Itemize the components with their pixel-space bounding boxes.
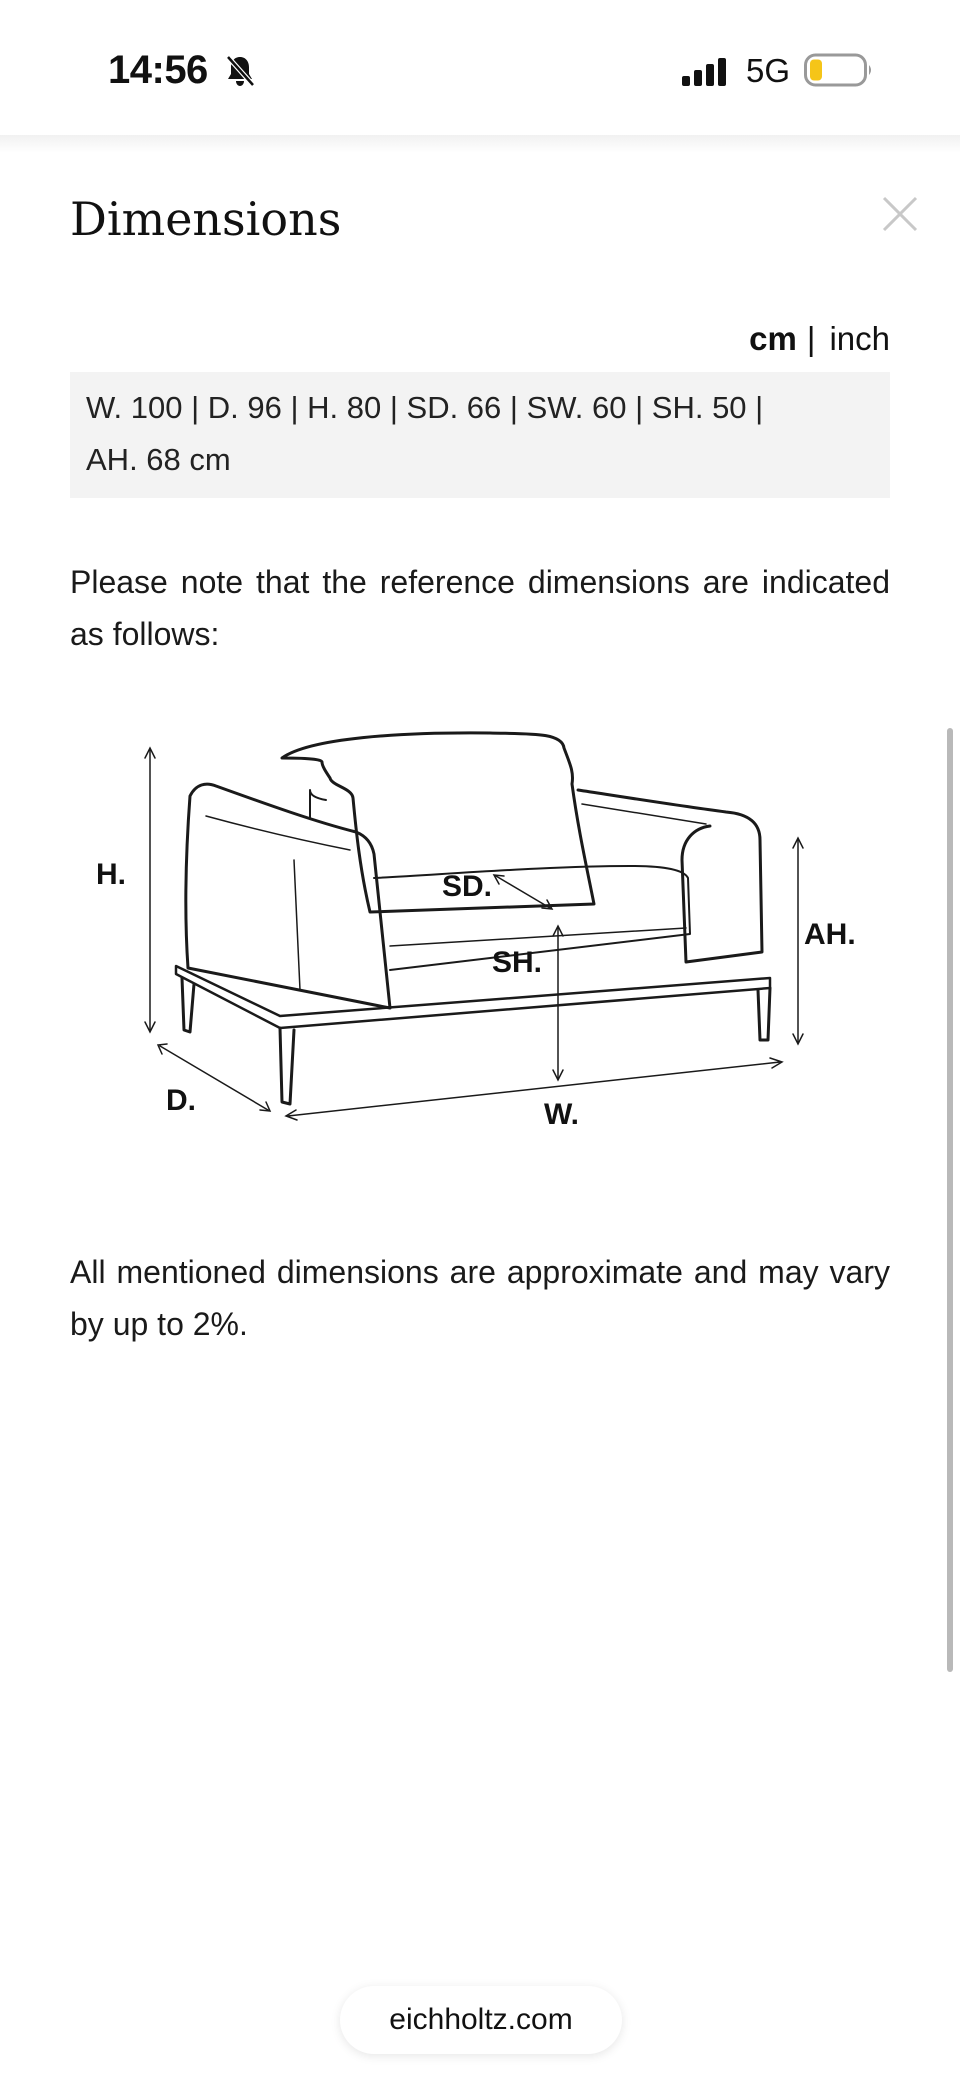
label-d: D. [166,1084,196,1117]
left-arm [186,784,390,1008]
header-shadow [0,135,960,153]
status-time: 14:56 [108,48,208,92]
w-arrow [288,1062,780,1116]
dimensions-box [70,372,890,498]
status-bar [0,0,960,135]
seat-front [390,928,686,946]
url-bar[interactable] [340,1986,622,2054]
leg-right [758,988,770,1040]
unit-cm-option[interactable]: cm [749,320,797,357]
unit-toggle [749,320,890,358]
signal-icon [680,56,730,88]
battery-icon [804,52,874,88]
dimensions-line: W. 100 | D. 96 | H. 80 | SD. 66 | SW. 60 | SH. 50 | [86,390,764,425]
label-sd: SD. [442,870,493,903]
sd-arrow [496,876,550,908]
dimension-arrows [145,748,803,1120]
bell-slash-icon [224,54,256,88]
dimensions-line: AH. 68 cm [86,442,231,477]
left-arm-inner [206,816,350,850]
label-h: H. [96,858,126,891]
reference-note: Please note that the reference dimensions are indicated as follows: [70,564,890,652]
label-sh: SH. [492,946,543,979]
sofa-drawing [176,733,770,1104]
sofa-base [176,966,770,1028]
network-label: 5G [746,52,791,89]
page-title: Dimensions [70,192,342,246]
back-cushion [282,733,594,912]
close-icon[interactable] [876,190,924,238]
sofa-dimensions-diagram [70,700,890,1160]
back-cushion-edge [310,790,326,818]
label-w: W. [544,1098,579,1131]
leg-front [280,1028,294,1104]
url-text: eichholtz.com [389,2003,573,2036]
unit-inch-option[interactable]: inch [829,320,890,357]
disclaimer-text: All mentioned dimensions are approximate and may vary by up to 2%. [70,1254,890,1342]
leg-left-back [182,978,194,1032]
unit-separator: | [806,320,816,357]
scrollbar[interactable] [947,728,953,1672]
left-arm-front [294,860,300,990]
label-ah: AH. [804,918,856,951]
